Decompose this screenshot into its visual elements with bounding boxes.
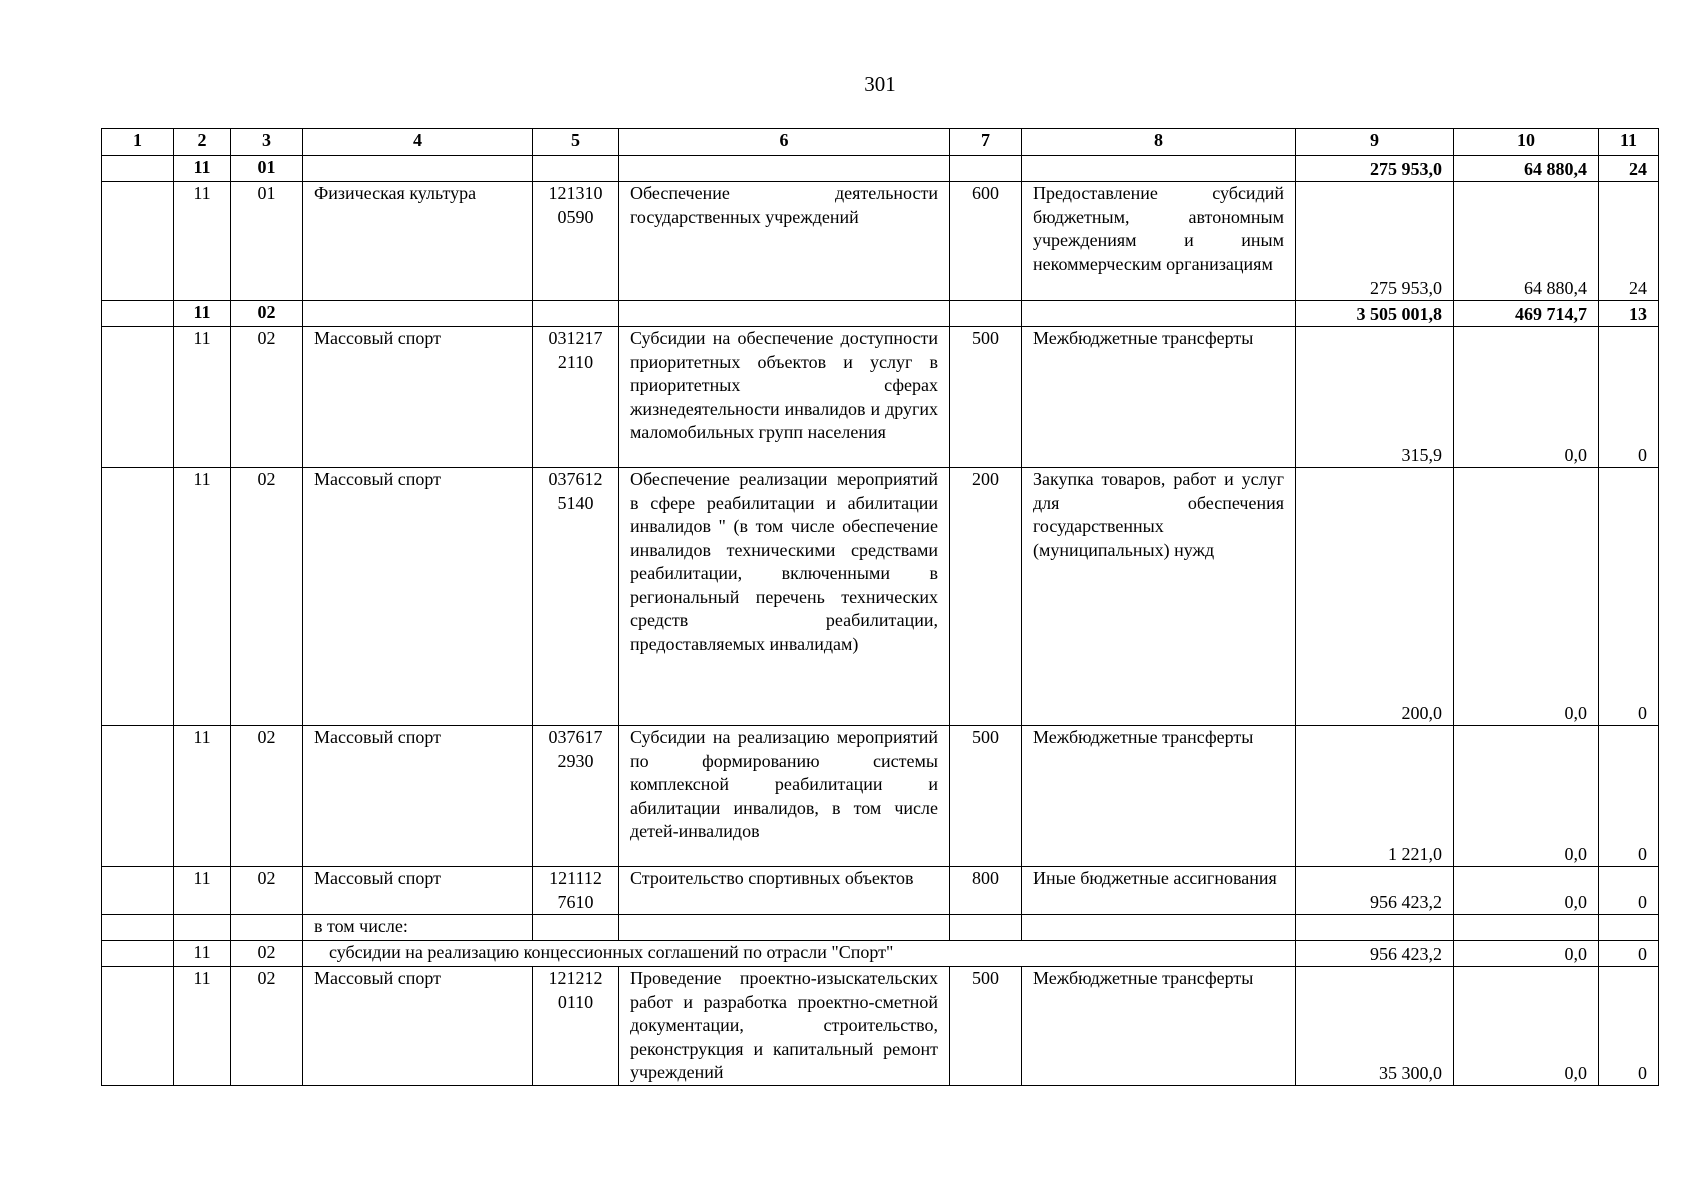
cell-name [303,156,533,182]
cell-description: Проведение проектно-изыскательских работ и разработка проектно-сметной документации, строительство, реконструкция и капитальный ремонт учреждений [619,967,950,1086]
cell-name: Массовый спорт [303,967,533,1086]
cell-type-code: 500 [950,967,1022,1086]
table-row [102,967,1659,1086]
cell-amount: 956 423,2 [1296,867,1454,915]
cell-amount-executed: 0,0 [1454,468,1599,726]
cell-merged-text: субсидии на реализацию концессионных соглашений по отрасли "Спорт" [303,941,1296,967]
cell-type-name [1022,915,1296,941]
cell-description: Обеспечение реализации мероприятий в сфере реабилитации и абилитации инвалидов " (в том числе обеспечение инвалидов техническими средствами реабилитации, включенными в региональный перечень технических средств реабилитации, предоставляемых инвалидам) [619,468,950,726]
col-header-10: 10 [1454,129,1599,156]
cell-amount: 3 505 001,8 [1296,301,1454,327]
cell-col1 [102,301,174,327]
cell-code: 031217 2110 [533,327,619,468]
table-row [102,182,1659,301]
cell-code [533,301,619,327]
col-header-5: 5 [533,129,619,156]
cell-subsection [231,915,303,941]
col-header-11: 11 [1599,129,1659,156]
cell-subsection: 02 [231,867,303,915]
cell-amount: 35 300,0 [1296,967,1454,1086]
table-row [102,468,1659,726]
page-number: 301 [864,72,896,96]
cell-name: Массовый спорт [303,468,533,726]
cell-description: Строительство спортивных объектов [619,867,950,915]
cell-type-name [1022,301,1296,327]
cell-amount-executed: 469 714,7 [1454,301,1599,327]
cell-percent: 0 [1599,867,1659,915]
cell-description [619,301,950,327]
col-header-3: 3 [231,129,303,156]
cell-description [619,156,950,182]
subtotal-row [102,156,1659,182]
cell-section: 11 [174,182,231,301]
cell-code: 121212 0110 [533,967,619,1086]
cell-section: 11 [174,941,231,967]
cell-col1 [102,156,174,182]
cell-name: Массовый спорт [303,327,533,468]
cell-subsection: 01 [231,182,303,301]
cell-section: 11 [174,327,231,468]
cell-percent: 0 [1599,468,1659,726]
cell-description [619,915,950,941]
cell-type-name: Предоставление субсидий бюджетным, автономным учреждениям и иным некоммерческим организациям [1022,182,1296,301]
cell-amount: 275 953,0 [1296,156,1454,182]
col-header-9: 9 [1296,129,1454,156]
table-row [102,867,1659,915]
col-header-8: 8 [1022,129,1296,156]
cell-code: 037617 2930 [533,726,619,867]
col-header-1: 1 [102,129,174,156]
cell-col1 [102,967,174,1086]
table-row [102,327,1659,468]
cell-type-name [1022,156,1296,182]
cell-col1 [102,327,174,468]
cell-percent: 0 [1599,941,1659,967]
table-row [102,941,1659,967]
cell-percent: 0 [1599,327,1659,468]
col-header-7: 7 [950,129,1022,156]
cell-amount-executed: 0,0 [1454,967,1599,1086]
cell-type-name: Закупка товаров, работ и услуг для обеспечения государственных (муниципальных) нужд [1022,468,1296,726]
cell-type-name: Иные бюджетные ассигнования [1022,867,1296,915]
cell-col1 [102,941,174,967]
cell-type-name: Межбюджетные трансферты [1022,967,1296,1086]
budget-table [101,128,1659,1086]
table-row [102,915,1659,941]
cell-section: 11 [174,967,231,1086]
cell-col1 [102,468,174,726]
col-header-2: 2 [174,129,231,156]
cell-percent: 24 [1599,182,1659,301]
cell-code: 121112 7610 [533,867,619,915]
cell-name [303,301,533,327]
cell-percent: 24 [1599,156,1659,182]
cell-amount: 956 423,2 [1296,941,1454,967]
cell-col1 [102,182,174,301]
cell-section: 11 [174,867,231,915]
cell-amount-executed: 0,0 [1454,867,1599,915]
cell-type-code [950,156,1022,182]
cell-description: Субсидии на обеспечение доступности приоритетных объектов и услуг в приоритетных сферах жизнедеятельности инвалидов и других маломобильных групп населения [619,327,950,468]
cell-section: 11 [174,156,231,182]
cell-type-code: 600 [950,182,1022,301]
cell-description: Субсидии на реализацию мероприятий по формированию системы комплексной реабилитации и абилитации инвалидов, в том числе детей-инвалидов [619,726,950,867]
cell-col1 [102,726,174,867]
cell-amount-executed: 64 880,4 [1454,156,1599,182]
cell-description: Обеспечение деятельности государственных учреждений [619,182,950,301]
cell-code [533,156,619,182]
cell-amount: 315,9 [1296,327,1454,468]
col-header-6: 6 [619,129,950,156]
cell-subsection: 02 [231,327,303,468]
cell-type-code: 500 [950,327,1022,468]
cell-subsection: 02 [231,468,303,726]
cell-type-code: 200 [950,468,1022,726]
table-row [102,726,1659,867]
cell-section: 11 [174,301,231,327]
cell-amount: 1 221,0 [1296,726,1454,867]
cell-section [174,915,231,941]
col-header-4: 4 [303,129,533,156]
cell-section: 11 [174,726,231,867]
cell-amount-executed: 0,0 [1454,726,1599,867]
cell-type-name: Межбюджетные трансферты [1022,327,1296,468]
cell-code: 121310 0590 [533,182,619,301]
cell-name: Массовый спорт [303,726,533,867]
cell-percent [1599,915,1659,941]
cell-type-code: 800 [950,867,1022,915]
cell-amount-executed: 64 880,4 [1454,182,1599,301]
cell-amount-executed: 0,0 [1454,327,1599,468]
cell-subsection: 02 [231,726,303,867]
cell-amount-executed: 0,0 [1454,941,1599,967]
cell-subsection: 02 [231,941,303,967]
cell-amount-executed [1454,915,1599,941]
cell-percent: 0 [1599,726,1659,867]
cell-percent: 13 [1599,301,1659,327]
cell-code [533,915,619,941]
cell-col1 [102,915,174,941]
cell-amount [1296,915,1454,941]
cell-name: в том числе: [303,915,533,941]
cell-type-code [950,301,1022,327]
cell-name: Физическая культура [303,182,533,301]
cell-subsection: 02 [231,967,303,1086]
cell-amount: 275 953,0 [1296,182,1454,301]
cell-type-code: 500 [950,726,1022,867]
cell-name: Массовый спорт [303,867,533,915]
cell-type-code [950,915,1022,941]
cell-col1 [102,867,174,915]
cell-percent: 0 [1599,967,1659,1086]
cell-type-name: Межбюджетные трансферты [1022,726,1296,867]
subtotal-row [102,301,1659,327]
header-row [102,129,1659,156]
cell-subsection: 01 [231,156,303,182]
cell-subsection: 02 [231,301,303,327]
cell-code: 037612 5140 [533,468,619,726]
cell-amount: 200,0 [1296,468,1454,726]
cell-section: 11 [174,468,231,726]
